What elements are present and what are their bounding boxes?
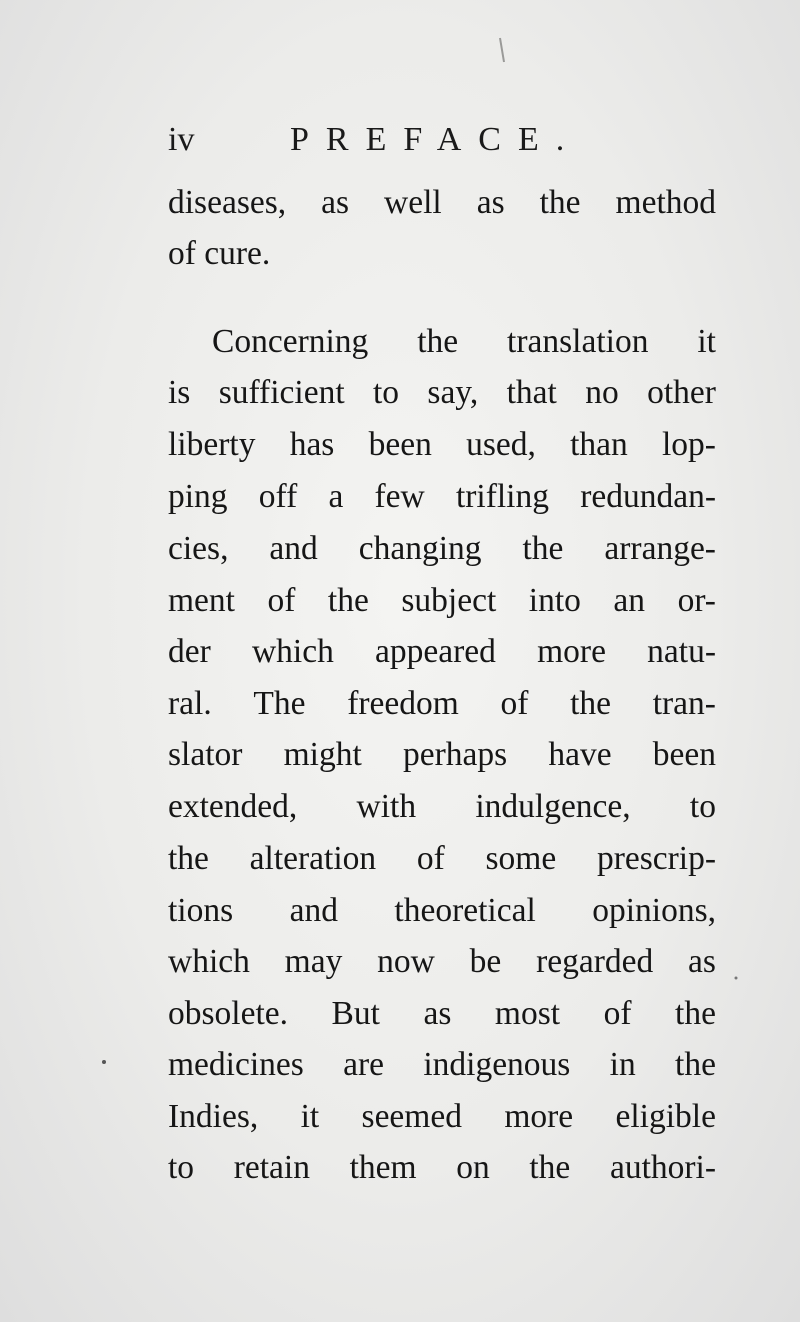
text-line: ment of the subject into an or- (168, 582, 716, 619)
text-line: tions and theoretical opinions, (168, 892, 716, 929)
page-number: iv (168, 121, 195, 158)
text-line: der which appeared more natu- (168, 633, 716, 670)
text-line: of cure. (168, 235, 271, 272)
ink-speck (102, 1060, 106, 1064)
text-line: medicines are indigenous in the (168, 1046, 716, 1083)
text-line: is sufficient to say, that no other (168, 374, 716, 411)
text-line: slator might perhaps have been (168, 736, 716, 773)
page-header (168, 118, 718, 162)
ink-speck (735, 977, 738, 980)
text-line: to retain them on the authori- (168, 1149, 716, 1186)
text-line: extended, with indulgence, to (168, 788, 716, 825)
text-line: liberty has been used, than lop- (168, 426, 716, 463)
paper-mark (500, 38, 504, 62)
text-line: Indies, it seemed more eligible (168, 1098, 716, 1135)
text-line: ral. The freedom of the tran- (168, 685, 716, 722)
running-title: PREFACE. (290, 121, 582, 158)
text-line: ping off a few trifling redundan- (168, 478, 716, 515)
text-line: cies, and changing the arrange- (168, 530, 716, 567)
text-line: Concerning the translation it (212, 323, 716, 360)
text-line: obsolete. But as most of the (168, 995, 716, 1032)
text-line: diseases, as well as the method (168, 184, 716, 221)
text-line: which may now be regarded as (168, 943, 716, 980)
text-line: the alteration of some prescrip- (168, 840, 716, 877)
